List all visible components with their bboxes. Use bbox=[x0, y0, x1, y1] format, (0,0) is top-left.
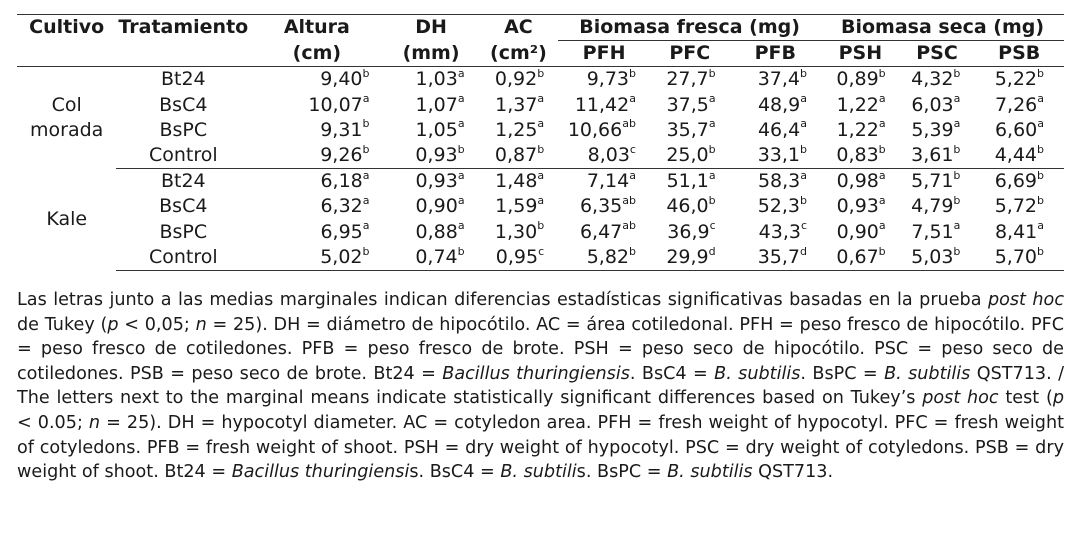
significance-letter: a bbox=[537, 194, 545, 208]
value-number: 1,05 bbox=[415, 118, 458, 141]
significance-letter: b bbox=[1037, 168, 1044, 182]
significance-letter: a bbox=[800, 117, 808, 131]
header-altura: Altura bbox=[250, 15, 383, 41]
value-cell bbox=[821, 194, 900, 219]
header-psc: PSC bbox=[900, 41, 975, 67]
value-cell bbox=[900, 220, 975, 245]
value-number: 0,74 bbox=[415, 245, 458, 268]
significance-letter: b bbox=[1037, 194, 1044, 208]
value-number: 1,30 bbox=[494, 220, 538, 243]
significance-letter: b bbox=[362, 67, 370, 81]
significance-letter: b bbox=[537, 67, 545, 81]
value-number: 10,07 bbox=[308, 93, 363, 116]
value-number: 6,69 bbox=[994, 170, 1038, 193]
significance-letter: a bbox=[800, 168, 808, 182]
significance-letter: a bbox=[457, 67, 465, 81]
table-row bbox=[17, 245, 1064, 271]
table-caption bbox=[17, 288, 1064, 485]
value-number: 11,42 bbox=[574, 93, 630, 116]
table-row bbox=[17, 220, 1064, 245]
treatment-cell: Control bbox=[116, 143, 250, 169]
significance-letter: a bbox=[878, 219, 886, 233]
value-cell bbox=[730, 143, 821, 169]
header-tratamiento: Tratamiento bbox=[116, 15, 250, 41]
caption-text: QST713. bbox=[752, 462, 834, 483]
significance-letter: a bbox=[457, 168, 465, 182]
value-cell bbox=[384, 143, 479, 169]
value-number: 4,32 bbox=[911, 68, 954, 91]
caption-text: = 25). DH = diámetro de hipocótilo. AC = área cotiledonal. PFH = peso fresco de hipocótilo. PFC = peso fresco de cotiledones. PFB = peso fresco de brote. PSH = peso seco de hipocótilo. PSC = peso seco de cotiledones. PSB = peso seco de brote. Bt24 = bbox=[17, 314, 1064, 384]
value-number: 1,48 bbox=[495, 170, 538, 193]
header-psb: PSB bbox=[974, 41, 1064, 67]
caption-text: QST713. / The letters next to the marginal means indicate statistically significant differences based on Tukey’s bbox=[17, 363, 1064, 409]
significance-letter: b bbox=[457, 244, 465, 258]
caption-italic: Bacillus thuringiensis bbox=[442, 363, 630, 384]
table-row bbox=[17, 93, 1064, 118]
value-number: 8,41 bbox=[994, 220, 1038, 243]
value-number: 1,07 bbox=[415, 93, 458, 116]
significance-letter: b bbox=[1037, 142, 1044, 156]
value-cell bbox=[250, 143, 383, 169]
value-number: 9,31 bbox=[320, 118, 363, 141]
significance-letter: b bbox=[800, 142, 808, 156]
value-cell bbox=[250, 118, 383, 143]
value-number: 0,95 bbox=[495, 245, 539, 268]
significance-letter: a bbox=[537, 117, 545, 131]
header-ac-unit: (cm²) bbox=[479, 41, 559, 67]
header-biomasa-fresca: Biomasa fresca (mg) bbox=[558, 15, 821, 41]
value-number: 37,4 bbox=[757, 68, 801, 91]
significance-letter: a bbox=[1037, 219, 1044, 233]
header-pfh: PFH bbox=[558, 41, 650, 67]
table-body bbox=[17, 67, 1064, 271]
significance-letter: a bbox=[537, 168, 545, 182]
value-cell bbox=[730, 245, 821, 271]
significance-letter: a bbox=[629, 92, 636, 106]
header-pfc: PFC bbox=[650, 41, 730, 67]
value-number: 6,47 bbox=[579, 220, 623, 243]
caption-italic: n bbox=[195, 314, 207, 335]
significance-letter: a bbox=[708, 117, 716, 131]
significance-letter: a bbox=[457, 219, 465, 233]
significance-letter: b bbox=[708, 67, 716, 81]
value-number: 46,0 bbox=[666, 195, 709, 218]
caption-italic: n bbox=[88, 412, 101, 433]
crop-name-line2: morada bbox=[30, 119, 104, 142]
value-cell bbox=[900, 67, 975, 93]
caption-text: < 0,05; bbox=[118, 314, 196, 335]
header-empty-1 bbox=[17, 41, 116, 67]
value-number: 1,22 bbox=[836, 93, 879, 116]
value-cell bbox=[974, 169, 1064, 195]
value-number: 35,7 bbox=[757, 245, 801, 268]
value-cell bbox=[974, 220, 1064, 245]
significance-letter: b bbox=[878, 244, 886, 258]
significance-letter: a bbox=[457, 194, 465, 208]
header-psh: PSH bbox=[821, 41, 900, 67]
treatment-cell: BsC4 bbox=[159, 93, 208, 116]
value-number: 1,03 bbox=[415, 68, 458, 91]
significance-letter: b bbox=[457, 142, 465, 156]
value-cell bbox=[479, 67, 559, 93]
value-cell bbox=[558, 220, 650, 245]
value-number: 3,61 bbox=[911, 144, 954, 167]
significance-letter: d bbox=[708, 244, 716, 258]
caption-italic: post hoc bbox=[922, 388, 999, 409]
value-cell bbox=[974, 67, 1064, 93]
caption-text: = 25). DH = hypocotyl diameter. AC = cotyledon area. PFH = fresh weight of hypocotyl. PFC = fresh weight of cotyledons. PFB = fresh weight of shoot. PSH = dry weight of hypocotyl. PSC = dry weight of cotyledons. PSB = dry weight of shoot. Bt24 = bbox=[17, 412, 1064, 483]
value-cell bbox=[479, 93, 559, 118]
value-number: 5,70 bbox=[994, 245, 1038, 268]
value-number: 0,67 bbox=[836, 245, 879, 268]
caption-italic: B. subtilis bbox=[884, 363, 971, 384]
value-cell bbox=[730, 118, 821, 143]
caption-italic: p bbox=[1052, 388, 1064, 409]
significance-letter: ab bbox=[622, 117, 636, 131]
crop-cell bbox=[17, 169, 116, 271]
value-cell bbox=[650, 245, 730, 271]
value-cell bbox=[384, 194, 479, 219]
treatment-cell: BsPC bbox=[159, 118, 208, 141]
significance-letter: b bbox=[953, 168, 961, 182]
treatment-cell: Bt24 bbox=[160, 170, 206, 193]
value-number: 0,90 bbox=[836, 220, 879, 243]
value-number: 6,35 bbox=[579, 195, 623, 218]
value-cell bbox=[479, 169, 559, 195]
significance-letter: a bbox=[800, 92, 808, 106]
value-cell bbox=[821, 220, 900, 245]
value-cell bbox=[974, 118, 1064, 143]
caption-text: . BsPC = bbox=[800, 363, 885, 384]
treatment-cell: BsPC bbox=[159, 220, 208, 243]
header-row-2 bbox=[17, 41, 1064, 67]
value-cell bbox=[821, 245, 900, 271]
value-cell bbox=[650, 143, 730, 169]
value-cell bbox=[974, 245, 1064, 271]
value-number: 48,9 bbox=[757, 93, 801, 116]
significance-letter: b bbox=[362, 142, 370, 156]
value-number: 0,83 bbox=[836, 144, 879, 167]
value-number: 37,5 bbox=[666, 93, 709, 116]
value-number: 51,1 bbox=[666, 170, 709, 193]
significance-letter: a bbox=[457, 117, 465, 131]
value-cell bbox=[384, 93, 479, 118]
value-number: 5,72 bbox=[994, 195, 1038, 218]
value-number: 6,32 bbox=[320, 195, 363, 218]
caption-text: test ( bbox=[998, 388, 1053, 409]
value-cell bbox=[974, 143, 1064, 169]
significance-letter: a bbox=[878, 194, 886, 208]
significance-letter: a bbox=[708, 92, 716, 106]
significance-letter: b bbox=[953, 244, 961, 258]
table-row bbox=[17, 118, 1064, 143]
treatment-cell: BsC4 bbox=[159, 195, 208, 218]
value-cell bbox=[558, 245, 650, 271]
value-cell bbox=[821, 169, 900, 195]
value-number: 46,4 bbox=[757, 118, 801, 141]
value-number: 1,37 bbox=[495, 93, 538, 116]
value-number: 5,02 bbox=[320, 245, 363, 268]
value-cell bbox=[821, 93, 900, 118]
results-table bbox=[17, 14, 1064, 271]
caption-text: de Tukey ( bbox=[17, 314, 108, 335]
significance-letter: b bbox=[708, 142, 716, 156]
value-number: 25,0 bbox=[666, 144, 709, 167]
value-cell bbox=[650, 118, 730, 143]
value-number: 0,87 bbox=[494, 144, 538, 167]
value-cell bbox=[821, 118, 900, 143]
value-cell bbox=[558, 67, 650, 93]
value-cell bbox=[974, 93, 1064, 118]
caption-italic: p bbox=[107, 314, 119, 335]
value-cell bbox=[479, 143, 559, 169]
significance-letter: c bbox=[629, 142, 636, 156]
value-cell bbox=[250, 194, 383, 219]
value-number: 7,26 bbox=[994, 93, 1038, 116]
significance-letter: c bbox=[709, 219, 716, 233]
value-number: 5,71 bbox=[911, 170, 954, 193]
significance-letter: b bbox=[800, 67, 808, 81]
value-number: 0,89 bbox=[836, 68, 879, 91]
caption-text: s. BsC4 = bbox=[409, 462, 501, 483]
significance-letter: b bbox=[362, 117, 370, 131]
treatment-cell: Bt24 bbox=[160, 68, 206, 91]
value-number: 0,93 bbox=[415, 170, 458, 193]
significance-letter: ab bbox=[622, 194, 636, 208]
significance-letter: a bbox=[1037, 92, 1044, 106]
value-number: 0,90 bbox=[415, 195, 458, 218]
value-cell bbox=[250, 169, 383, 195]
significance-letter: b bbox=[878, 142, 886, 156]
header-biomasa-seca: Biomasa seca (mg) bbox=[821, 15, 1064, 41]
value-cell bbox=[250, 67, 383, 93]
caption-italic: Bacillus thuringiensi bbox=[231, 462, 410, 483]
significance-letter: a bbox=[457, 92, 465, 106]
crop-name-line1: Col bbox=[51, 93, 82, 116]
crop-name-line1: Kale bbox=[46, 208, 88, 231]
significance-letter: a bbox=[629, 168, 636, 182]
value-cell bbox=[900, 93, 975, 118]
value-cell bbox=[900, 245, 975, 271]
value-cell bbox=[650, 169, 730, 195]
significance-letter: b bbox=[362, 244, 370, 258]
value-number: 4,44 bbox=[994, 144, 1038, 167]
value-cell bbox=[479, 118, 559, 143]
value-number: 0,98 bbox=[836, 170, 879, 193]
value-number: 5,39 bbox=[911, 118, 954, 141]
significance-letter: c bbox=[800, 219, 808, 233]
significance-letter: c bbox=[538, 244, 545, 258]
value-number: 9,73 bbox=[586, 68, 629, 91]
table-row bbox=[17, 143, 1064, 169]
significance-letter: ab bbox=[622, 219, 636, 233]
table-row bbox=[17, 169, 1064, 195]
significance-letter: b bbox=[708, 194, 716, 208]
value-cell bbox=[558, 194, 650, 219]
caption-text: . BsC4 = bbox=[629, 363, 715, 384]
value-number: 6,03 bbox=[911, 93, 954, 116]
value-cell bbox=[558, 118, 650, 143]
significance-letter: b bbox=[629, 67, 636, 81]
caption-italic: post hoc bbox=[987, 290, 1064, 310]
value-number: 7,14 bbox=[586, 170, 630, 193]
value-number: 33,1 bbox=[757, 144, 801, 167]
significance-letter: a bbox=[1037, 117, 1044, 131]
caption-italic: B. subtili bbox=[500, 462, 577, 483]
header-dh-unit: (mm) bbox=[384, 41, 479, 67]
header-pfb: PFB bbox=[730, 41, 821, 67]
header-empty-2 bbox=[116, 41, 250, 67]
value-number: 6,95 bbox=[320, 220, 363, 243]
value-number: 5,03 bbox=[911, 245, 954, 268]
significance-letter: a bbox=[953, 219, 961, 233]
significance-letter: b bbox=[537, 142, 545, 156]
value-cell bbox=[650, 67, 730, 93]
value-cell bbox=[479, 245, 559, 271]
value-cell bbox=[250, 220, 383, 245]
header-cultivo: Cultivo bbox=[17, 15, 116, 41]
value-cell bbox=[900, 194, 975, 219]
value-cell bbox=[384, 169, 479, 195]
value-cell bbox=[558, 169, 650, 195]
value-number: 1,25 bbox=[495, 118, 538, 141]
value-cell bbox=[558, 93, 650, 118]
value-cell bbox=[384, 220, 479, 245]
value-cell bbox=[730, 169, 821, 195]
significance-letter: a bbox=[708, 168, 716, 182]
value-number: 35,7 bbox=[666, 118, 709, 141]
caption-text: < 0.05; bbox=[17, 412, 89, 433]
header-ac: AC bbox=[479, 15, 559, 41]
value-number: 8,03 bbox=[587, 144, 630, 167]
value-cell bbox=[821, 143, 900, 169]
value-number: 52,3 bbox=[757, 195, 801, 218]
value-number: 5,22 bbox=[994, 68, 1038, 91]
treatment-cell: Control bbox=[116, 245, 250, 271]
value-number: 9,40 bbox=[320, 68, 363, 91]
significance-letter: a bbox=[362, 168, 370, 182]
value-number: 6,60 bbox=[994, 118, 1038, 141]
value-cell bbox=[650, 93, 730, 118]
significance-letter: b bbox=[1037, 244, 1044, 258]
significance-letter: a bbox=[362, 194, 370, 208]
value-cell bbox=[821, 67, 900, 93]
value-number: 36,9 bbox=[667, 220, 710, 243]
value-number: 4,79 bbox=[911, 195, 954, 218]
caption-text: Las letras junto a las medias marginales indican diferencias estadísticas significativas basadas en la prueba bbox=[17, 290, 988, 310]
value-number: 0,93 bbox=[836, 195, 879, 218]
value-cell bbox=[974, 194, 1064, 219]
significance-letter: a bbox=[878, 117, 886, 131]
crop-cell bbox=[17, 67, 116, 169]
value-number: 0,92 bbox=[494, 68, 538, 91]
significance-letter: d bbox=[800, 244, 808, 258]
value-number: 9,26 bbox=[320, 144, 363, 167]
caption-italic: B. subtilis bbox=[667, 462, 753, 483]
value-cell bbox=[479, 194, 559, 219]
value-cell bbox=[558, 143, 650, 169]
value-number: 0,93 bbox=[415, 144, 458, 167]
significance-letter: a bbox=[362, 92, 370, 106]
value-number: 43,3 bbox=[758, 220, 801, 243]
significance-letter: a bbox=[878, 92, 886, 106]
value-cell bbox=[479, 220, 559, 245]
value-cell bbox=[730, 67, 821, 93]
value-number: 27,7 bbox=[666, 68, 709, 91]
value-cell bbox=[900, 143, 975, 169]
significance-letter: a bbox=[878, 168, 886, 182]
header-row-1 bbox=[17, 15, 1064, 41]
value-number: 7,51 bbox=[911, 220, 954, 243]
value-cell bbox=[384, 67, 479, 93]
value-number: 5,82 bbox=[586, 245, 629, 268]
significance-letter: b bbox=[953, 67, 961, 81]
significance-letter: a bbox=[537, 92, 545, 106]
header-altura-unit: (cm) bbox=[250, 41, 383, 67]
value-number: 10,66 bbox=[567, 118, 623, 141]
significance-letter: b bbox=[629, 244, 636, 258]
header-dh: DH bbox=[384, 15, 479, 41]
value-cell bbox=[730, 194, 821, 219]
value-cell bbox=[730, 220, 821, 245]
value-number: 6,18 bbox=[320, 170, 363, 193]
caption-italic: B. subtilis bbox=[714, 363, 801, 384]
table-row bbox=[17, 67, 1064, 93]
value-number: 0,88 bbox=[415, 220, 458, 243]
significance-letter: b bbox=[1037, 67, 1044, 81]
value-number: 1,22 bbox=[836, 118, 879, 141]
table-row bbox=[17, 194, 1064, 219]
value-cell bbox=[900, 118, 975, 143]
significance-letter: b bbox=[953, 194, 961, 208]
significance-letter: a bbox=[953, 117, 961, 131]
significance-letter: b bbox=[800, 194, 808, 208]
value-cell bbox=[650, 194, 730, 219]
caption-text: s. BsPC = bbox=[576, 462, 668, 483]
value-cell bbox=[650, 220, 730, 245]
significance-letter: a bbox=[953, 92, 961, 106]
significance-letter: b bbox=[878, 67, 886, 81]
value-cell bbox=[250, 245, 383, 271]
value-cell bbox=[384, 245, 479, 271]
value-cell bbox=[250, 93, 383, 118]
significance-letter: b bbox=[953, 142, 961, 156]
value-cell bbox=[384, 118, 479, 143]
significance-letter: a bbox=[362, 219, 370, 233]
value-cell bbox=[900, 169, 975, 195]
value-cell bbox=[730, 93, 821, 118]
significance-letter: b bbox=[537, 219, 545, 233]
value-number: 1,59 bbox=[495, 195, 538, 218]
value-number: 29,9 bbox=[666, 245, 709, 268]
value-number: 58,3 bbox=[757, 170, 801, 193]
